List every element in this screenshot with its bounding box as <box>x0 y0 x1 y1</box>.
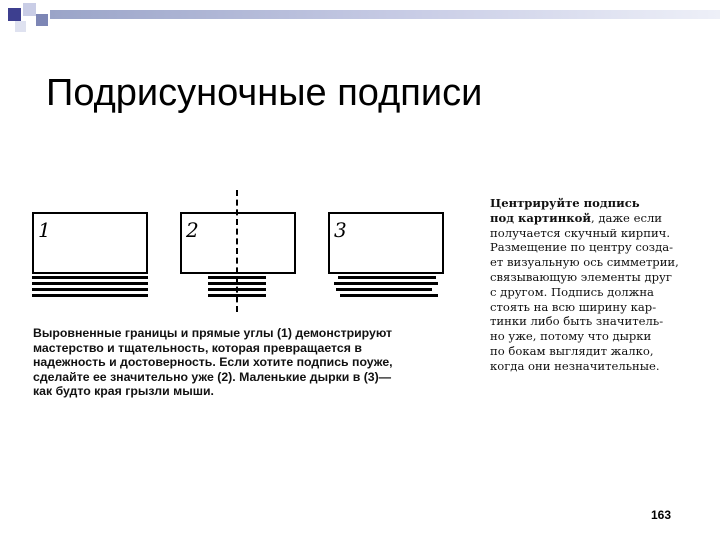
side-note-text: , даже если <box>590 210 663 225</box>
caption-line: как будто края грызли мыши. <box>33 384 214 398</box>
caption-lines-2 <box>208 276 266 300</box>
slide-title: Подрисуночные подписи <box>46 72 483 114</box>
side-note-bold: Центрируйте подпись <box>490 196 640 210</box>
caption-lines-1 <box>32 276 148 300</box>
decor-bar <box>50 10 720 19</box>
caption-lines-3 <box>334 276 438 300</box>
side-note-line: связывающую элементы друг <box>490 269 672 284</box>
side-note-line: Размещение по центру созда- <box>490 240 674 255</box>
side-note-line <box>490 196 700 211</box>
caption-line: мастерство и тщательность, которая превращается в <box>33 340 362 355</box>
side-note-line: получается скучный кирпич. <box>490 225 671 240</box>
caption-line: Выровненные границы и прямые углы (1) демонстрируют <box>33 326 393 340</box>
side-note-line: но уже, потому что дырки <box>490 329 652 344</box>
side-note <box>490 196 700 374</box>
side-note-line: с другом. Подпись должна <box>490 284 654 299</box>
picture-label-2: 2 <box>186 218 199 242</box>
picture-label-1: 1 <box>38 218 51 242</box>
decor-square <box>23 3 36 16</box>
header-decoration <box>0 0 720 40</box>
picture-label-3: 3 <box>334 218 347 242</box>
side-note-line: тинки либо быть значитель- <box>490 314 664 329</box>
side-note-line: по бокам выглядит жалко, <box>490 343 654 358</box>
side-note-bold: под картинкой <box>490 210 591 225</box>
figure-caption <box>33 326 433 399</box>
side-note-line <box>490 211 700 226</box>
side-note-line: стоять на всю ширину кар- <box>490 299 657 314</box>
side-note-line: когда они незначительные. <box>490 358 660 373</box>
decor-square <box>36 14 48 26</box>
decor-square <box>15 21 26 32</box>
side-note-line: ет визуальную ось симметрии, <box>490 255 679 270</box>
caption-line: сделайте ее значительно уже (2). Маленькие дырки в (3)— <box>33 369 392 384</box>
caption-line: надежность и достоверность. Если хотите подпись поуже, <box>33 355 393 369</box>
page-number: 163 <box>651 508 672 522</box>
decor-square <box>8 8 21 21</box>
